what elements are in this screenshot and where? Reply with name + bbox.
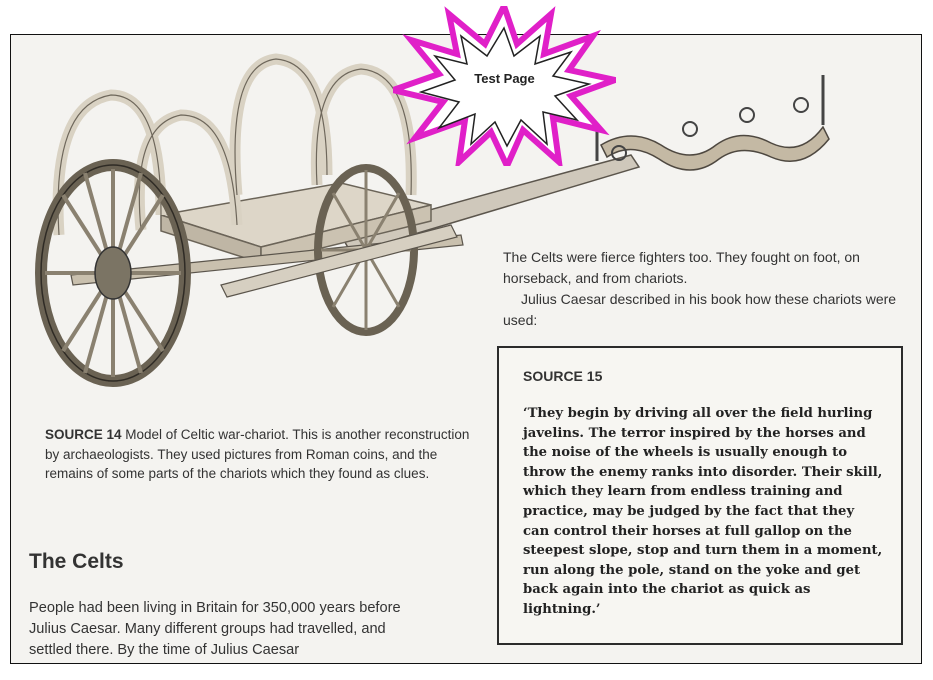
source14-caption — [45, 425, 485, 484]
source14-text: Model of Celtic war-chariot. This is another reconstruction by archaeologists. They used pictures from Roman coins, and the remains of some parts of the chariots which they found as clues. — [45, 427, 470, 481]
starburst-stamp-icon — [393, 6, 616, 166]
source15-quote: ‘They begin by driving all over the field hurling javelins. The terror inspired by the horses and the noise of the wheels is usually enough to throw the enemy ranks into disorder. Their skill, which they learn from endless training and practice, may be judged by the fact that they can control their horses at full gallop on the steepest slope, stop and turn them in a moment, run along the pole, stand on the yoke and get back again into the chariot as quick as lightning.’ — [523, 406, 883, 617]
intro-paragraph-1: The Celts were fierce fighters too. They fought on foot, on horseback, and from chariots. — [503, 249, 860, 286]
source14-label: SOURCE 14 — [45, 427, 122, 442]
section-body-text: People had been living in Britain for 350,000 years before Julius Caesar. Many different groups had travelled, and settled there. By the time of Julius Caesar — [29, 600, 401, 658]
intro-text — [503, 247, 908, 331]
intro-paragraph-2: Julius Caesar described in his book how these chariots were used: — [503, 291, 897, 328]
section-heading: The Celts — [29, 550, 124, 573]
source15-title: SOURCE 15 — [523, 368, 603, 384]
stamp-label: Test Page — [474, 71, 535, 86]
source15-box — [497, 346, 903, 645]
wheel-front — [41, 165, 185, 381]
